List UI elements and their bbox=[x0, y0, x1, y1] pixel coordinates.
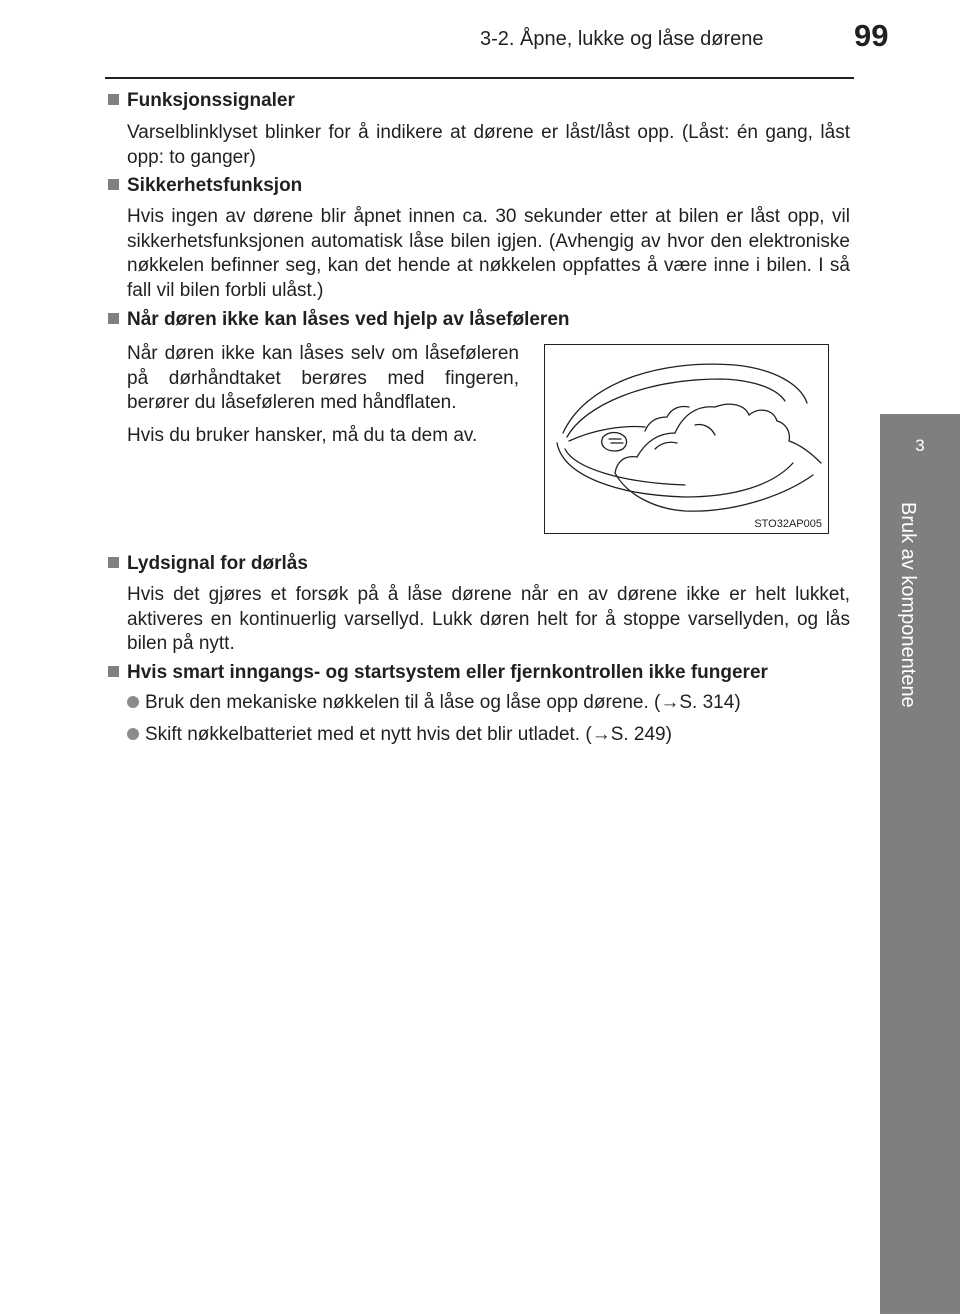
square-bullet-icon bbox=[108, 666, 119, 677]
heading-text: Hvis smart inngangs- og startsystem eller fjernkontrollen ikke fungerer bbox=[127, 662, 768, 683]
page-number: 99 bbox=[854, 18, 889, 53]
section-body-sikkerhetsfunksjon: Hvis ingen av dørene blir åpnet innen ca. 30 sekunder etter at bilen er låst opp, vil sikkerhetsfunksjonen automatisk låse bilen igjen. (Avhengig av hvor den elektroniske nøkkelen befinner seg, kan det hende at nøkkelen oppfattes å være inne i bilen. I så fall vil bilen forbli ulåst.) bbox=[127, 206, 850, 301]
list-item-text: Skift nøkkelbatteriet med et nytt hvis det blir utladet. (→S. 249) bbox=[145, 724, 672, 745]
header-rule bbox=[105, 77, 854, 79]
section-body-funksjonssignaler: Varselblinklyset blinker for å indikere at dørene er låst/låst opp. (Låst: én gang, låst opp: to ganger) bbox=[127, 122, 850, 168]
figure-code: STO32AP005 bbox=[754, 518, 822, 530]
hand-on-door-handle-illustration bbox=[545, 345, 828, 533]
heading-text: Sikkerhetsfunksjon bbox=[127, 175, 303, 196]
section-heading-laasefoler bbox=[108, 309, 570, 331]
square-bullet-icon bbox=[108, 179, 119, 190]
chapter-label: Bruk av komponentene bbox=[897, 502, 919, 708]
list-item bbox=[127, 724, 672, 746]
round-bullet-icon bbox=[127, 728, 139, 740]
section-body-lydsignal: Hvis det gjøres et forsøk på å låse dørene når en av dørene ikke er helt lukket, aktiveres en kontinuerlig varsellyd. Lukk døren helt for å stoppe varsellyden, og lås bilen på nytt. bbox=[127, 584, 850, 654]
section-heading-smart-system bbox=[108, 662, 768, 684]
section-heading-funksjonssignaler bbox=[108, 90, 295, 112]
square-bullet-icon bbox=[108, 557, 119, 568]
heading-text: Lydsignal for dørlås bbox=[127, 553, 308, 574]
round-bullet-icon bbox=[127, 696, 139, 708]
section-heading-sikkerhetsfunksjon bbox=[108, 175, 302, 197]
section-body-laasefoler: Når døren ikke kan låses selv om låseføleren på dørhåndtaket berøres med fingeren, berører du låseføleren med håndflaten. bbox=[127, 343, 519, 413]
header-title: 3-2. Åpne, lukke og låse dørene bbox=[480, 28, 764, 50]
section-heading-lydsignal bbox=[108, 553, 308, 575]
chapter-side-tab bbox=[880, 414, 960, 1314]
chapter-number: 3 bbox=[915, 436, 925, 455]
list-item-text: Bruk den mekaniske nøkkelen til å låse og låse opp dørene. (→S. 314) bbox=[145, 692, 741, 713]
square-bullet-icon bbox=[108, 313, 119, 324]
section-body-hansker: Hvis du bruker hansker, må du ta dem av. bbox=[127, 425, 478, 446]
heading-text: Når døren ikke kan låses ved hjelp av låseføleren bbox=[127, 309, 570, 330]
heading-text: Funksjonssignaler bbox=[127, 90, 295, 111]
list-item bbox=[127, 692, 741, 714]
door-handle-figure bbox=[544, 344, 829, 534]
square-bullet-icon bbox=[108, 94, 119, 105]
